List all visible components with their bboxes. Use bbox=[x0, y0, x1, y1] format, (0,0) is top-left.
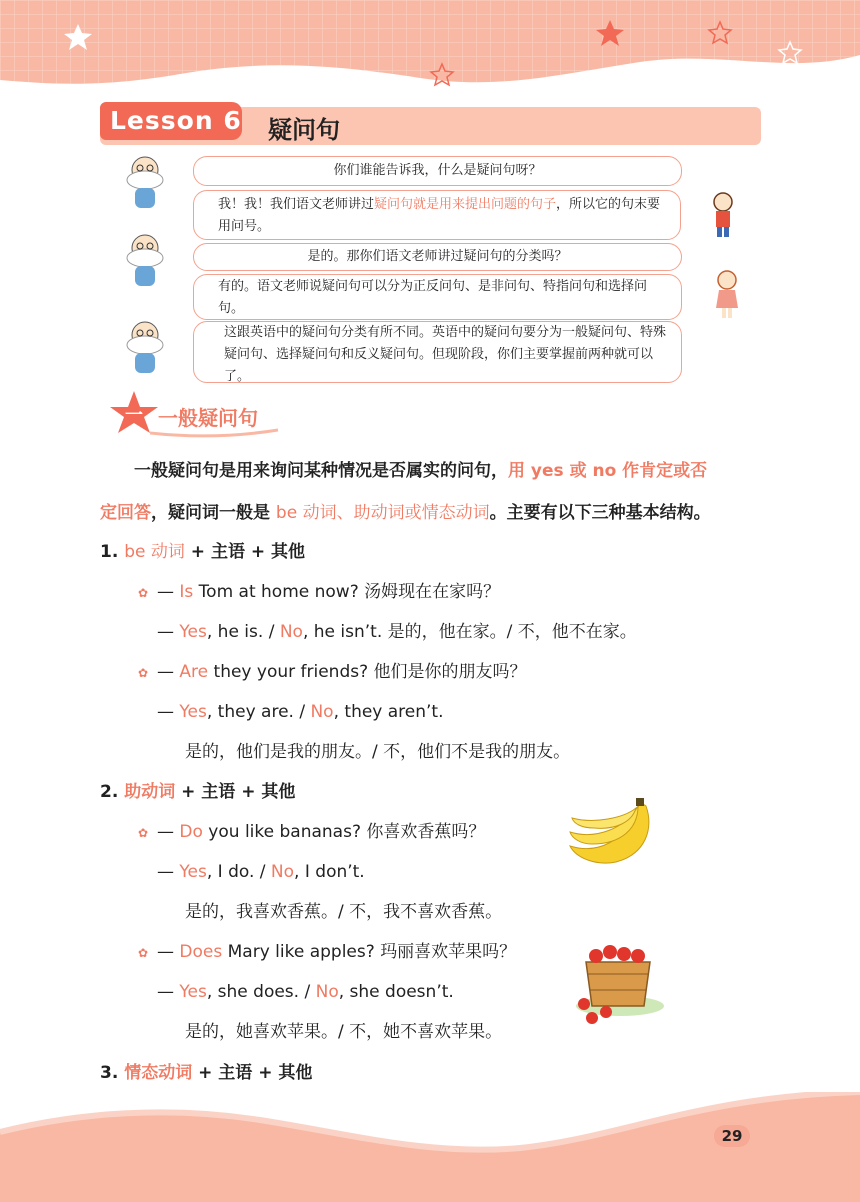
header-banner bbox=[0, 0, 860, 100]
dialogue-bubble-teacher bbox=[193, 243, 682, 271]
lesson-title: 疑问句 bbox=[268, 116, 340, 144]
intro-highlight: be 动词、助动词或情态动词 bbox=[275, 503, 490, 523]
dialogue-text: ，所以它的句末要用问号。 bbox=[218, 197, 661, 234]
structure-rest: + 主语 + 其他 bbox=[190, 542, 306, 562]
structure-heading bbox=[100, 780, 295, 804]
structure-rest: + 主语 + 其他 bbox=[198, 1063, 313, 1083]
teacher-character-icon bbox=[120, 315, 170, 379]
page-number: 29 bbox=[714, 1125, 750, 1147]
flower-bullet-icon: ✿ bbox=[138, 586, 149, 600]
intro-paragraph bbox=[100, 450, 780, 492]
flower-bullet-icon: ✿ bbox=[138, 666, 149, 680]
dialogue-bubble-teacher bbox=[193, 321, 682, 383]
structure-number: 3. bbox=[100, 1063, 119, 1083]
intro-paragraph bbox=[100, 492, 780, 534]
dialogue-text: 你们谁能告诉我，什么是疑问句呀？ bbox=[333, 163, 542, 178]
example-translation: 是的，他们是我的朋友。/ 不，他们不是我的朋友。 bbox=[185, 742, 571, 762]
example-line: — Is Tom at home now? 汤姆现在在家吗？ bbox=[157, 582, 501, 602]
example-line: — Are they your friends? 他们是你的朋友吗？ bbox=[157, 662, 527, 682]
structure-key: 情态动词 bbox=[124, 1063, 193, 1083]
dialogue-text: 这跟英语中的疑问句分类有所不同。英语中的疑问句要分为一般疑问句、特殊疑问句、选择疑问句和反义疑问句。但现阶段，你们主要掌握前两种就可以了。 bbox=[224, 325, 667, 384]
banana-icon bbox=[566, 798, 656, 868]
section-title: 一般疑问句 bbox=[158, 406, 258, 430]
example-line: — Does Mary like apples? 玛丽喜欢苹果吗？ bbox=[157, 942, 517, 962]
section-number: 一 bbox=[125, 405, 143, 426]
dialogue-bubble-boy bbox=[193, 190, 681, 240]
dialogue-text: 我！我！我们语文老师讲过 bbox=[218, 197, 375, 212]
example-translation: 是的，她喜欢苹果。/ 不，她不喜欢苹果。 bbox=[185, 1022, 503, 1042]
boy-character-icon bbox=[706, 190, 740, 240]
intro-highlight: 定回答 bbox=[100, 503, 151, 523]
example-line: — Yes, they are. / No, they aren’t. bbox=[157, 702, 444, 722]
structure-number: 1. bbox=[100, 542, 119, 562]
intro-highlight: 用 yes 或 no 作肯定或否 bbox=[508, 461, 708, 481]
structure-heading bbox=[100, 540, 305, 564]
example-line: — Yes, he is. / No, he isn’t. 是的，他在家。/ 不，他不在家。 bbox=[157, 622, 637, 642]
structure-rest: + 主语 + 其他 bbox=[181, 782, 296, 802]
intro-text: 。主要有以下三种基本结构。 bbox=[489, 503, 711, 523]
dialogue-highlight: 疑问句就是用来提出问题的句子 bbox=[374, 197, 557, 212]
example-line: — Yes, she does. / No, she doesn’t. bbox=[157, 982, 454, 1002]
example-line: — Yes, I do. / No, I don’t. bbox=[157, 862, 365, 882]
apple-basket-icon bbox=[572, 940, 664, 1026]
intro-text: ，疑问词一般是 bbox=[151, 503, 276, 523]
dialogue-bubble-teacher bbox=[193, 156, 682, 186]
teacher-character-icon bbox=[120, 150, 170, 214]
dialogue-text: 有的。语文老师说疑问句可以分为正反问句、是非问句、特指问句和选择问句。 bbox=[218, 279, 648, 316]
section-underline bbox=[150, 428, 280, 438]
example-line: — Do you like bananas? 你喜欢香蕉吗？ bbox=[157, 822, 486, 842]
girl-character-icon bbox=[710, 268, 744, 320]
dialogue-bubble-girl bbox=[193, 274, 682, 320]
structure-number: 2. bbox=[100, 782, 119, 802]
teacher-character-icon bbox=[120, 228, 170, 292]
structure-key: be 动词 bbox=[124, 542, 185, 562]
intro-text: 一般疑问句是用来询问某种情况是否属实的问句， bbox=[134, 461, 508, 481]
flower-bullet-icon: ✿ bbox=[138, 946, 149, 960]
structure-key: 助动词 bbox=[124, 782, 176, 802]
lesson-badge: Lesson 6 bbox=[100, 102, 242, 140]
example-translation: 是的，我喜欢香蕉。/ 不，我不喜欢香蕉。 bbox=[185, 902, 503, 922]
flower-bullet-icon: ✿ bbox=[138, 826, 149, 840]
footer-banner bbox=[0, 1092, 860, 1202]
structure-heading bbox=[100, 1061, 312, 1085]
dialogue-text: 是的。那你们语文老师讲过疑问句的分类吗？ bbox=[307, 249, 568, 264]
